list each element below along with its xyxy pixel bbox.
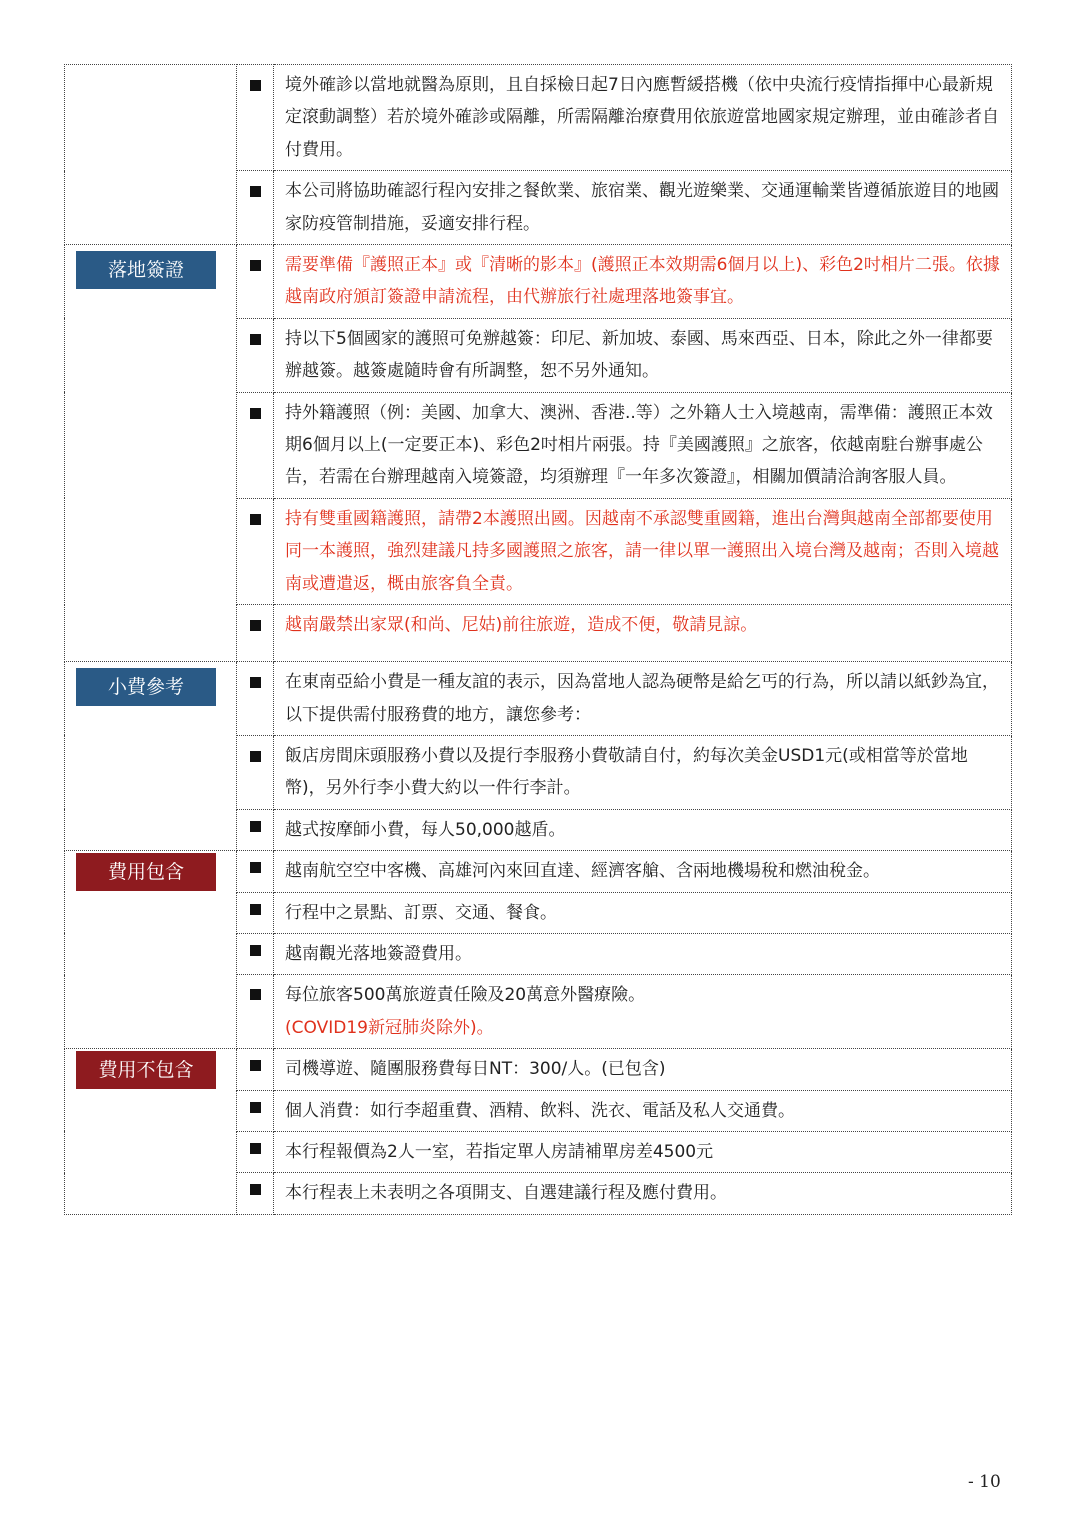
category-cell-excluded <box>65 1049 237 1215</box>
bullet-cell <box>237 735 274 809</box>
bullet-cell <box>237 318 274 392</box>
bullet-cell <box>237 498 274 604</box>
row-text: 持以下5個國家的護照可免辦越簽：印尼、新加坡、泰國、馬來西亞、日本，除此之外一律都要辦越簽。越簽處隨時會有所調整，恕不另外通知。 <box>274 318 1012 392</box>
section-label-tips: 小費參考 <box>76 668 216 706</box>
bullet-cell <box>237 975 274 1049</box>
square-bullet-icon <box>250 862 261 873</box>
bullet-cell <box>237 245 274 319</box>
bullet-cell <box>237 65 274 171</box>
bullet-cell <box>237 851 274 892</box>
page-number: - 10 <box>968 1472 1001 1492</box>
row-text: 越式按摩師小費，每人50,000越盾。 <box>274 809 1012 850</box>
square-bullet-icon <box>250 989 261 1000</box>
bullet-cell <box>237 809 274 850</box>
bullet-cell <box>237 1090 274 1131</box>
category-cell-empty <box>65 65 237 245</box>
square-bullet-icon <box>250 260 261 271</box>
square-bullet-icon <box>250 1060 261 1071</box>
row-text: 需要準備『護照正本』或『清晰的影本』(護照正本效期需6個月以上)、彩色2吋相片二張。依據越南政府頒訂簽證申請流程，由代辦旅行社處理落地簽事宜。 <box>274 245 1012 319</box>
square-bullet-icon <box>250 1184 261 1195</box>
square-bullet-icon <box>250 677 261 688</box>
bullet-cell <box>237 662 274 736</box>
row-text-main: 每位旅客500萬旅遊責任險及20萬意外醫療險。 <box>285 985 646 1006</box>
row-text: 越南嚴禁出家眾(和尚、尼姑)前往旅遊，造成不便，敬請見諒。 <box>274 605 1012 662</box>
row-text: 持外籍護照（例：美國、加拿大、澳洲、香港..等）之外籍人士入境越南，需準備：護照正本效期6個月以上(一定要正本)、彩色2吋相片兩張。持『美國護照』之旅客，依越南駐台辦事處公告，若需在台辦理越南入境簽證，均須辦理『一年多次簽證』，相關加價請洽詢客服人員。 <box>274 392 1012 498</box>
tour-info-table <box>64 64 1012 1215</box>
row-text: 持有雙重國籍護照，請帶2本護照出國。因越南不承認雙重國籍，進出台灣與越南全部都要使用同一本護照，強烈建議凡持多國護照之旅客，請一律以單一護照出入境台灣及越南；否則入境越南或遭遣返，概由旅客負全責。 <box>274 498 1012 604</box>
table-row <box>65 1049 1012 1090</box>
bullet-cell <box>237 1173 274 1214</box>
row-text: 司機導遊、隨團服務費每日NT：300/人。(已包含) <box>274 1049 1012 1090</box>
section-label-visa: 落地簽證 <box>76 251 216 289</box>
category-cell-included <box>65 851 237 1049</box>
square-bullet-icon <box>250 408 261 419</box>
category-cell-visa <box>65 245 237 662</box>
square-bullet-icon <box>250 620 261 631</box>
bullet-cell <box>237 933 274 974</box>
row-text: 本公司將協助確認行程內安排之餐飲業、旅宿業、觀光遊樂業、交通運輸業皆遵循旅遊目的地國家防疫管制措施，妥適安排行程。 <box>274 171 1012 245</box>
square-bullet-icon <box>250 1102 261 1113</box>
row-text: 越南觀光落地簽證費用。 <box>274 933 1012 974</box>
row-text: 在東南亞給小費是一種友誼的表示，因為當地人認為硬幣是給乞丐的行為，所以請以紙鈔為宜，以下提供需付服務費的地方，讓您參考： <box>274 662 1012 736</box>
category-cell-tips <box>65 662 237 851</box>
row-text: 越南航空空中客機、高雄河內來回直達、經濟客艙、含兩地機場稅和燃油稅金。 <box>274 851 1012 892</box>
square-bullet-icon <box>250 514 261 525</box>
square-bullet-icon <box>250 821 261 832</box>
square-bullet-icon <box>250 186 261 197</box>
row-text: 本行程表上未表明之各項開支、自選建議行程及應付費用。 <box>274 1173 1012 1214</box>
row-text-note: (COVID19新冠肺炎除外)。 <box>285 1017 494 1038</box>
square-bullet-icon <box>250 751 261 762</box>
row-text: 行程中之景點、訂票、交通、餐食。 <box>274 892 1012 933</box>
bullet-cell <box>237 392 274 498</box>
row-text: 本行程報價為2人一室，若指定單人房請補單房差4500元 <box>274 1131 1012 1172</box>
table-row <box>65 245 1012 319</box>
bullet-cell <box>237 1049 274 1090</box>
row-text: 飯店房間床頭服務小費以及提行李服務小費敬請自付，約每次美金USD1元(或相當等於當地幣)，另外行李小費大約以一件行李計。 <box>274 735 1012 809</box>
row-text <box>274 975 1012 1049</box>
bullet-cell <box>237 605 274 662</box>
square-bullet-icon <box>250 945 261 956</box>
square-bullet-icon <box>250 80 261 91</box>
bullet-cell <box>237 892 274 933</box>
row-text: 個人消費：如行李超重費、酒精、飲料、洗衣、電話及私人交通費。 <box>274 1090 1012 1131</box>
section-label-excluded: 費用不包含 <box>76 1051 216 1089</box>
bullet-cell <box>237 171 274 245</box>
section-label-included: 費用包含 <box>76 853 216 891</box>
table-row <box>65 851 1012 892</box>
square-bullet-icon <box>250 334 261 345</box>
table-row <box>65 65 1012 171</box>
square-bullet-icon <box>250 1143 261 1154</box>
table-row <box>65 662 1012 736</box>
bullet-cell <box>237 1131 274 1172</box>
row-text: 境外確診以當地就醫為原則，且自採檢日起7日內應暫緩搭機（依中央流行疫情指揮中心最新規定滾動調整）若於境外確診或隔離，所需隔離治療費用依旅遊當地國家規定辦理，並由確診者自付費用。 <box>274 65 1012 171</box>
square-bullet-icon <box>250 904 261 915</box>
